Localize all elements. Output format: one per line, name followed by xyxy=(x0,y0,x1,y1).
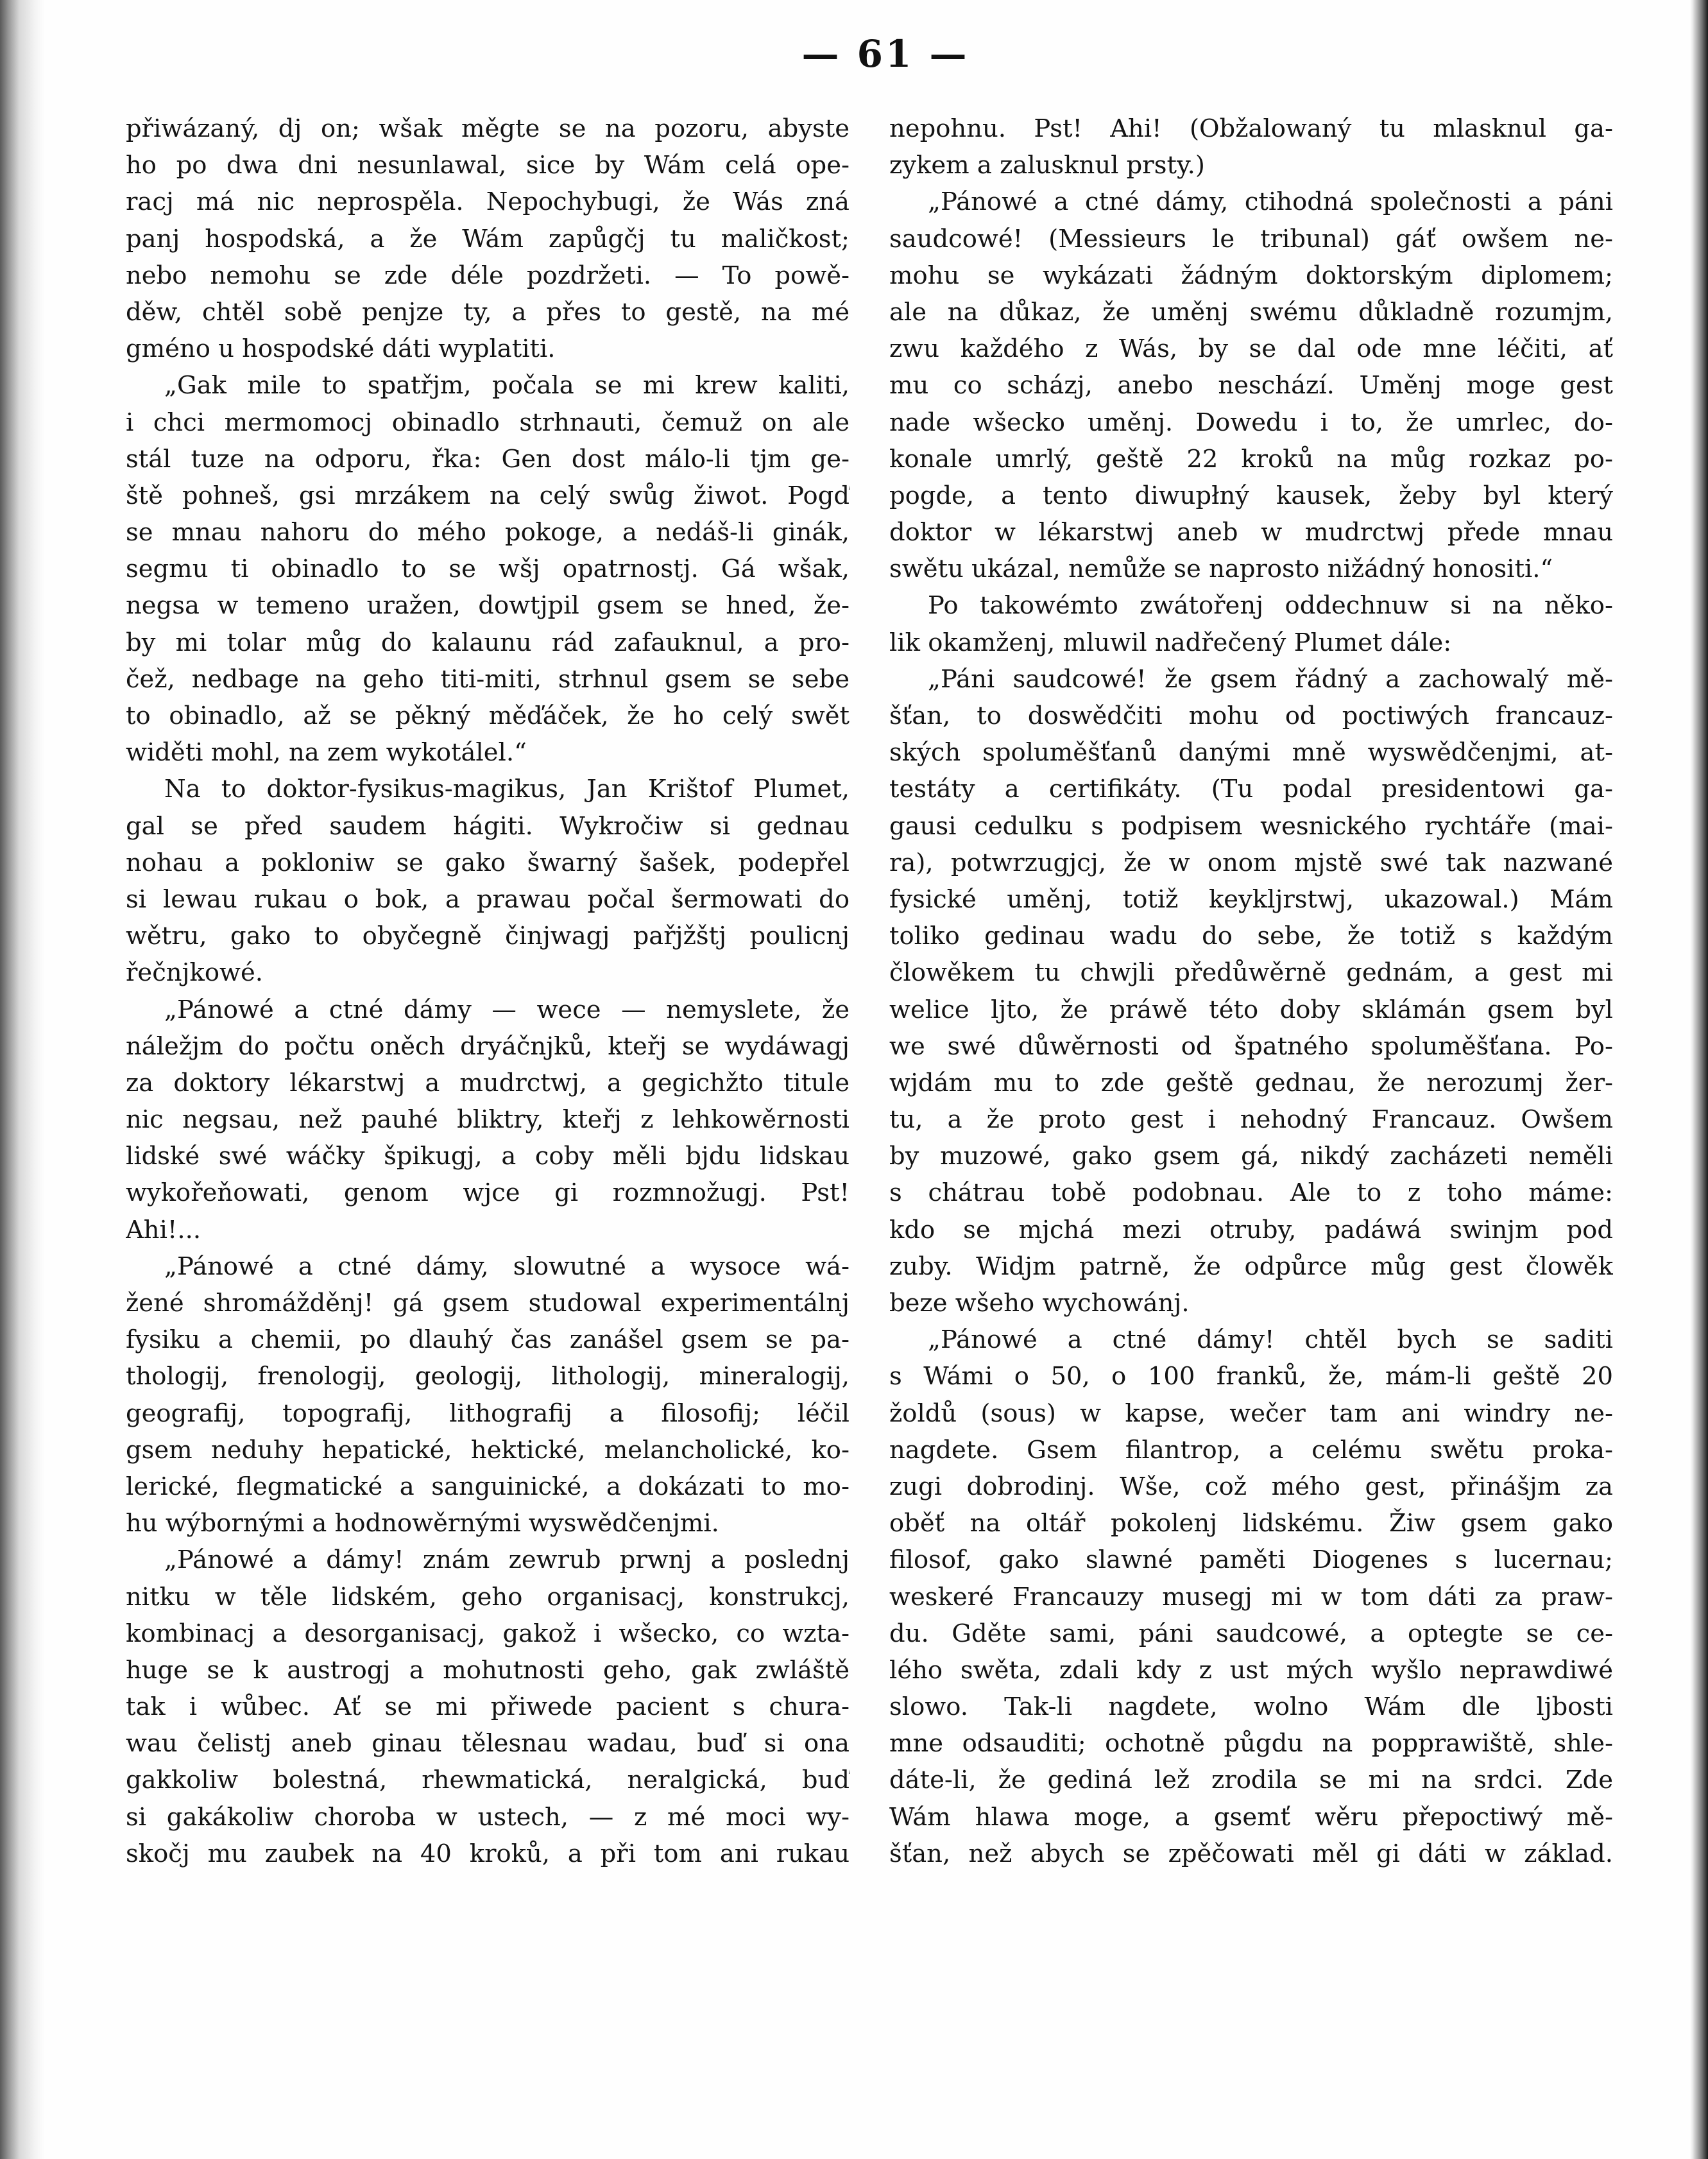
text-line: oběť na oltář pokolenj lidskému. Žiw gsem gako xyxy=(889,1509,1613,1538)
text-line: se mnau nahoru do mého pokoge, a nedáš-li ginák, xyxy=(126,518,850,547)
text-line: ště pohneš, gsi mrzákem na celý swůg žiwot. Pogď xyxy=(126,481,850,510)
text-line: by muzowé, gako gsem gá, nikdý zacházeti neměli xyxy=(889,1142,1613,1171)
text-line: žené shromážděnj! gá gsem studowal experimentálnj xyxy=(126,1289,850,1318)
text-line: čež, nedbage na geho titi-miti, strhnul gsem se sebe xyxy=(126,664,850,694)
text-line: nic negsau, než pauhé bliktry, kteřj z lehkowěrnosti xyxy=(126,1105,850,1135)
text-line: gakkoliw bolestná, rhewmatická, neralgická, buď xyxy=(126,1766,850,1795)
text-line: fysiku a chemii, po dlauhý čas zanášel gsem se pa- xyxy=(126,1325,850,1355)
text-line: widěti mohl, na zem wykotálel.“ xyxy=(126,738,527,768)
text-line: i chci mermomocj obinadlo strhnauti, čemuž on ale xyxy=(126,408,850,437)
text-line: si gakákoliw choroba w ustech, — z mé moci wy- xyxy=(126,1802,850,1832)
text-line: gausi cedulku s podpisem wesnického rychtáře (mai- xyxy=(889,811,1613,841)
text-line: negsa w temeno uražen, dowtjpil gsem se hned, že- xyxy=(126,591,850,621)
text-line: konale umrlý, geště 22 kroků na můg rozkaz po- xyxy=(889,444,1613,474)
text-line: by mi tolar můg do kalaunu rád zafauknul, a pro- xyxy=(126,628,850,657)
text-line: thologij, frenologij, geologij, lithologij, mineralogij, xyxy=(126,1362,850,1391)
text-line: Wám hlawa moge, a gsemť wěru přepoctiwý mě- xyxy=(889,1802,1613,1832)
text-line: „Páni saudcowé! že gsem řádný a zachowalý mě- xyxy=(928,664,1613,694)
text-line: nohau a pokloniw se gako šwarný šašek, podepřel xyxy=(126,848,850,877)
text-line: mohu se wykázati žádným doktorským diplomem; xyxy=(889,261,1613,290)
text-line: lého swěta, zdali kdy z ust mých wyšlo neprawdiwé xyxy=(889,1655,1613,1685)
text-line: lerické, flegmatické a sanguinické, a dokázati to mo- xyxy=(126,1472,850,1501)
text-line: přiwázaný, dj on; wšak měgte se na pozoru, abyste xyxy=(126,114,850,143)
text-line: dáte-li, že gediná lež zrodila se mi na srdci. Zde xyxy=(889,1766,1613,1795)
text-line: ra), potwrzugjcj, že w onom mjstě swé tak nazwané xyxy=(889,848,1613,877)
text-line: doktor w lékarstwj aneb w mudrctwj přede mnau xyxy=(889,518,1613,547)
text-line: zuby. Widjm patrně, že odpůrce můg gest člowěk xyxy=(889,1252,1613,1281)
text-line: ho po dwa dni nesunlawal, sice by Wám celá ope- xyxy=(126,151,850,180)
text-line: ale na důkaz, že uměnj swému důkladně rozumjm, xyxy=(889,297,1613,327)
text-line: „Pánowé a ctné dámy, ctihodná společnosti a páni xyxy=(928,187,1613,217)
text-line: filosof, gako slawné paměti Diogenes s lucernau; xyxy=(889,1545,1613,1575)
text-line: wykořeňowati, genom wjce gi rozmnožugj. Pst! xyxy=(126,1178,850,1208)
text-line: šťan, než abych se zpěčowati měl gi dáti w základ. xyxy=(889,1839,1613,1868)
text-line: skočj mu zaubek na 40 kroků, a při tom ani rukau xyxy=(126,1839,850,1868)
text-line: Na to doktor-fysikus-magikus, Jan Krištof Plumet, xyxy=(164,775,850,804)
binding-edge-left xyxy=(0,0,45,2159)
text-line: Ahi!... xyxy=(126,1215,201,1244)
text-line: gméno u hospodské dáti wyplatiti. xyxy=(126,334,556,364)
text-line: nebo nemohu se zde déle pozdržeti. — To powě- xyxy=(126,261,850,290)
text-line: toliko gedinau wadu do sebe, že totiž s každým xyxy=(889,922,1613,951)
text-line: testáty a certifikáty. (Tu podal presidentowi ga- xyxy=(889,775,1613,804)
text-line: gal se před saudem hágiti. Wykročiw si gednau xyxy=(126,811,850,841)
text-line: tak i wůbec. Ať se mi přiwede pacient s chura- xyxy=(126,1692,850,1722)
text-line: ských spoluměšťanů danými mně wyswědčenjmi, at- xyxy=(889,738,1613,768)
text-line: segmu ti obinadlo to se wšj opatrnostj. Gá wšak, xyxy=(126,555,850,584)
text-line: fysické uměnj, totiž keykljrstwj, ukazowal.) Mám xyxy=(889,884,1613,914)
text-line: mu co scházj, anebo neschází. Uměnj moge gest xyxy=(889,371,1613,400)
text-line: stál tuze na odporu, řka: Gen dost málo-li tjm ge- xyxy=(126,444,850,474)
text-line: si lewau rukau o bok, a prawau počal šermowati do xyxy=(126,884,850,914)
text-line: nepohnu. Pst! Ahi! (Obžalowaný tu mlasknul ga- xyxy=(889,114,1613,143)
text-line: du. Gděte sami, páni saudcowé, a optegte se ce- xyxy=(889,1619,1613,1648)
text-line: huge se k austrogj a mohutnosti geho, gak zwláště xyxy=(126,1655,850,1685)
text-line: šťan, to doswědčiti mohu od poctiwých francauz- xyxy=(889,701,1613,730)
text-line: wjdám mu to zde geště gednau, že nerozumj žer- xyxy=(889,1068,1613,1097)
text-line: saudcowé! (Messieurs le tribunal) gáť owšem ne- xyxy=(889,224,1613,254)
text-line: člowěkem tu chwjli předůwěrně gednám, a gest mi xyxy=(889,958,1613,988)
text-line: wětru, gako to obyčegně činjwagj pařjžštj poulicnj xyxy=(126,922,850,951)
text-line: kombinacj a desorganisacj, gakož i wšecko, co wzta- xyxy=(126,1619,850,1648)
text-line: s Wámi o 50, o 100 franků, že, mám-li geště 20 xyxy=(889,1362,1613,1391)
text-line: racj má nic neprospěla. Nepochybugi, že Wás zná xyxy=(126,187,850,217)
text-line: „Pánowé a dámy! znám zewrub prwnj a poslednj xyxy=(164,1545,850,1575)
text-line: hu wýbornými a hodnowěrnými wyswědčenjmi. xyxy=(126,1509,719,1538)
text-line: zykem a zalusknul prsty.) xyxy=(889,151,1205,180)
binding-edge-right xyxy=(1690,0,1708,2159)
text-line: to obinadlo, až se pěkný měďáček, že ho celý swět xyxy=(126,701,850,730)
text-line: zugi dobrodinj. Wše, což mého gest, přinášjm za xyxy=(889,1472,1613,1501)
text-line: panj hospodská, a že Wám zapůgčj tu maličkost; xyxy=(126,224,850,254)
text-line: „Gak mile to spatřjm, počala se mi krew kaliti, xyxy=(164,371,850,400)
text-line: nade wšecko uměnj. Dowedu i to, že umrlec, do- xyxy=(889,408,1613,437)
text-line: tu, a že proto gest i nehodný Francauz. Owšem xyxy=(889,1105,1613,1135)
text-line: wau čelistj aneb ginau tělesnau wadau, buď si ona xyxy=(126,1729,850,1759)
text-line: gsem neduhy hepatické, hektické, melancholické, ko- xyxy=(126,1435,850,1465)
text-line: zwu každého z Wás, by se dal ode mne léčiti, ať xyxy=(889,334,1613,364)
text-line: weskeré Francauzy musegj mi w tom dáti za praw- xyxy=(889,1582,1613,1612)
text-line: swětu ukázal, nemůže se naprosto nižádný honositi.“ xyxy=(889,555,1553,584)
page-number: — 61 — xyxy=(801,32,969,76)
text-line: lik okamženj, mluwil nadřečený Plumet dále: xyxy=(889,628,1452,657)
left-column xyxy=(126,110,850,1872)
text-line: beze wšeho wychowánj. xyxy=(889,1289,1190,1318)
text-line: Po takowémto zwátořenj oddechnuw si na něko- xyxy=(928,591,1613,621)
text-line: děw, chtěl sobě penjze ty, a přes to gestě, na mé xyxy=(126,297,850,327)
text-line: welice ljto, že práwě této doby sklámán gsem byl xyxy=(889,995,1613,1024)
text-line: „Pánowé a ctné dámy! chtěl bych se saditi xyxy=(928,1325,1613,1355)
text-line: slowo. Tak-li nagdete, wolno Wám dle ljbosti xyxy=(889,1692,1613,1722)
text-line: „Pánowé a ctné dámy — wece — nemyslete, že xyxy=(164,995,850,1024)
text-line: „Pánowé a ctné dámy, slowutné a wysoce wá- xyxy=(164,1252,850,1281)
text-line: nitku w těle lidském, geho organisacj, konstrukcj, xyxy=(126,1582,850,1612)
text-line: pogde, a tento diwupłný kausek, žeby byl který xyxy=(889,481,1613,510)
text-line: s chátrau tobě podobnau. Ale to z toho máme: xyxy=(889,1178,1613,1208)
text-line: nagdete. Gsem filantrop, a celému swětu proka- xyxy=(889,1435,1613,1465)
right-column xyxy=(889,110,1613,1872)
text-line: mne odsauditi; ochotně půgdu na popprawiště, shle- xyxy=(889,1729,1613,1759)
text-line: za doktory lékarstwj a mudrctwj, a gegichžto titule xyxy=(126,1068,850,1097)
text-line: lidské swé wáčky špikugj, a coby měli bjdu lidskau xyxy=(126,1142,850,1171)
text-line: kdo se mjchá mezi otruby, padáwá swinjm pod xyxy=(889,1215,1613,1244)
text-line: řečnjkowé. xyxy=(126,958,263,988)
text-line: žoldů (sous) w kapse, wečer tam ani windry ne- xyxy=(889,1398,1613,1428)
text-line: we swé důwěrnosti od špatného spoluměšťana. Po- xyxy=(889,1031,1613,1061)
text-line: náležjm do počtu oněch dryáčnjků, kteřj se wydáwagj xyxy=(126,1031,850,1061)
text-line: geografij, topografij, lithografij a filosofij; léčil xyxy=(126,1398,850,1428)
